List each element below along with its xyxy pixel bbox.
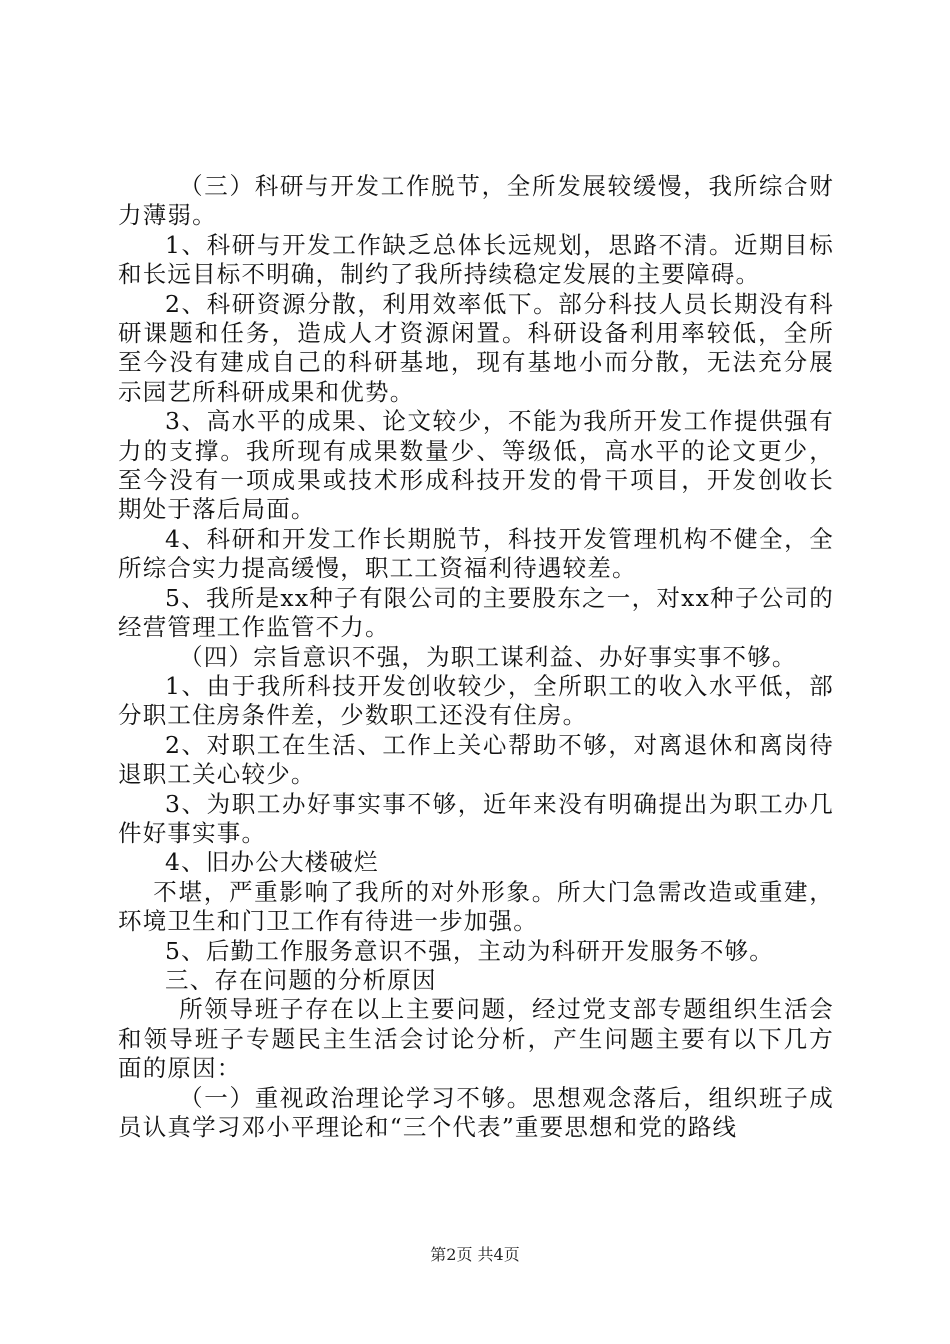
section-heading: 三、存在问题的分析原因 bbox=[165, 965, 437, 994]
paragraph-item: 4、科研和开发工作长期脱节，科技开发管理机构不健全，全所综合实力提高缓慢，职工工资福利待遇较差。 bbox=[118, 524, 834, 583]
paragraph-item: 3、高水平的成果、论文较少，不能为我所开发工作提供强有力的支撑。我所现有成果数量少、等级低，高水平的论文更少，至今没有一项成果或技术形成科技开发的骨干项目，开发创收长期处于落后局面。 bbox=[118, 407, 834, 524]
paragraph-intro: 所领导班子存在以上主要问题，经过党支部专题组织生活会和领导班子专题民主生活会讨论分析，产生问题主要有以下几方面的原因： bbox=[118, 995, 834, 1083]
paragraph-item: 5、后勤工作服务意识不强，主动为科研开发服务不够。 bbox=[165, 936, 774, 965]
page-footer: 第2页 共4页 bbox=[430, 1245, 520, 1264]
paragraph-reason-1: （一）重视政治理论学习不够。思想观念落后，组织班子成员认真学习邓小平理论和“三个代表”重要思想和党的路线 bbox=[118, 1083, 834, 1141]
paragraph-item: 5、我所是xx种子有限公司的主要股东之一，对xx种子公司的经营管理工作监管不力。 bbox=[118, 583, 834, 642]
paragraph-continuation: 不堪，严重影响了我所的对外形象。所大门急需改造或重建，环境卫生和门卫工作有待进一步加强。 bbox=[118, 877, 834, 936]
paragraph-item: 2、对职工在生活、工作上关心帮助不够，对离退休和离岗待退职工关心较少。 bbox=[118, 730, 834, 789]
paragraph-item: 1、由于我所科技开发创收较少，全所职工的收入水平低，部分职工住房条件差，少数职工还没有住房。 bbox=[118, 671, 834, 730]
paragraph-item: 3、为职工办好事实事不够，近年来没有明确提出为职工办几件好事实事。 bbox=[118, 789, 834, 847]
paragraph-item: 1、科研与开发工作缺乏总体长远规划，思路不清。近期目标和长远目标不明确，制约了我所持续稳定发展的主要障碍。 bbox=[118, 230, 834, 289]
paragraph-item: 2、科研资源分散，利用效率低下。部分科技人员长期没有科研课题和任务，造成人才资源闲置。科研设备利用率较低，全所至今没有建成自己的科研基地，现有基地小而分散，无法充分展示园艺所科研成果和优势。 bbox=[118, 289, 834, 406]
paragraph-item: 4、旧办公大楼破烂 bbox=[165, 848, 379, 877]
paragraph-section-3: （三）科研与开发工作脱节，全所发展较缓慢，我所综合财力薄弱。 bbox=[118, 172, 834, 230]
paragraph-section-4: （四）宗旨意识不强，为职工谋利益、办好事实事不够。 bbox=[179, 642, 797, 671]
document-body bbox=[118, 172, 834, 1142]
